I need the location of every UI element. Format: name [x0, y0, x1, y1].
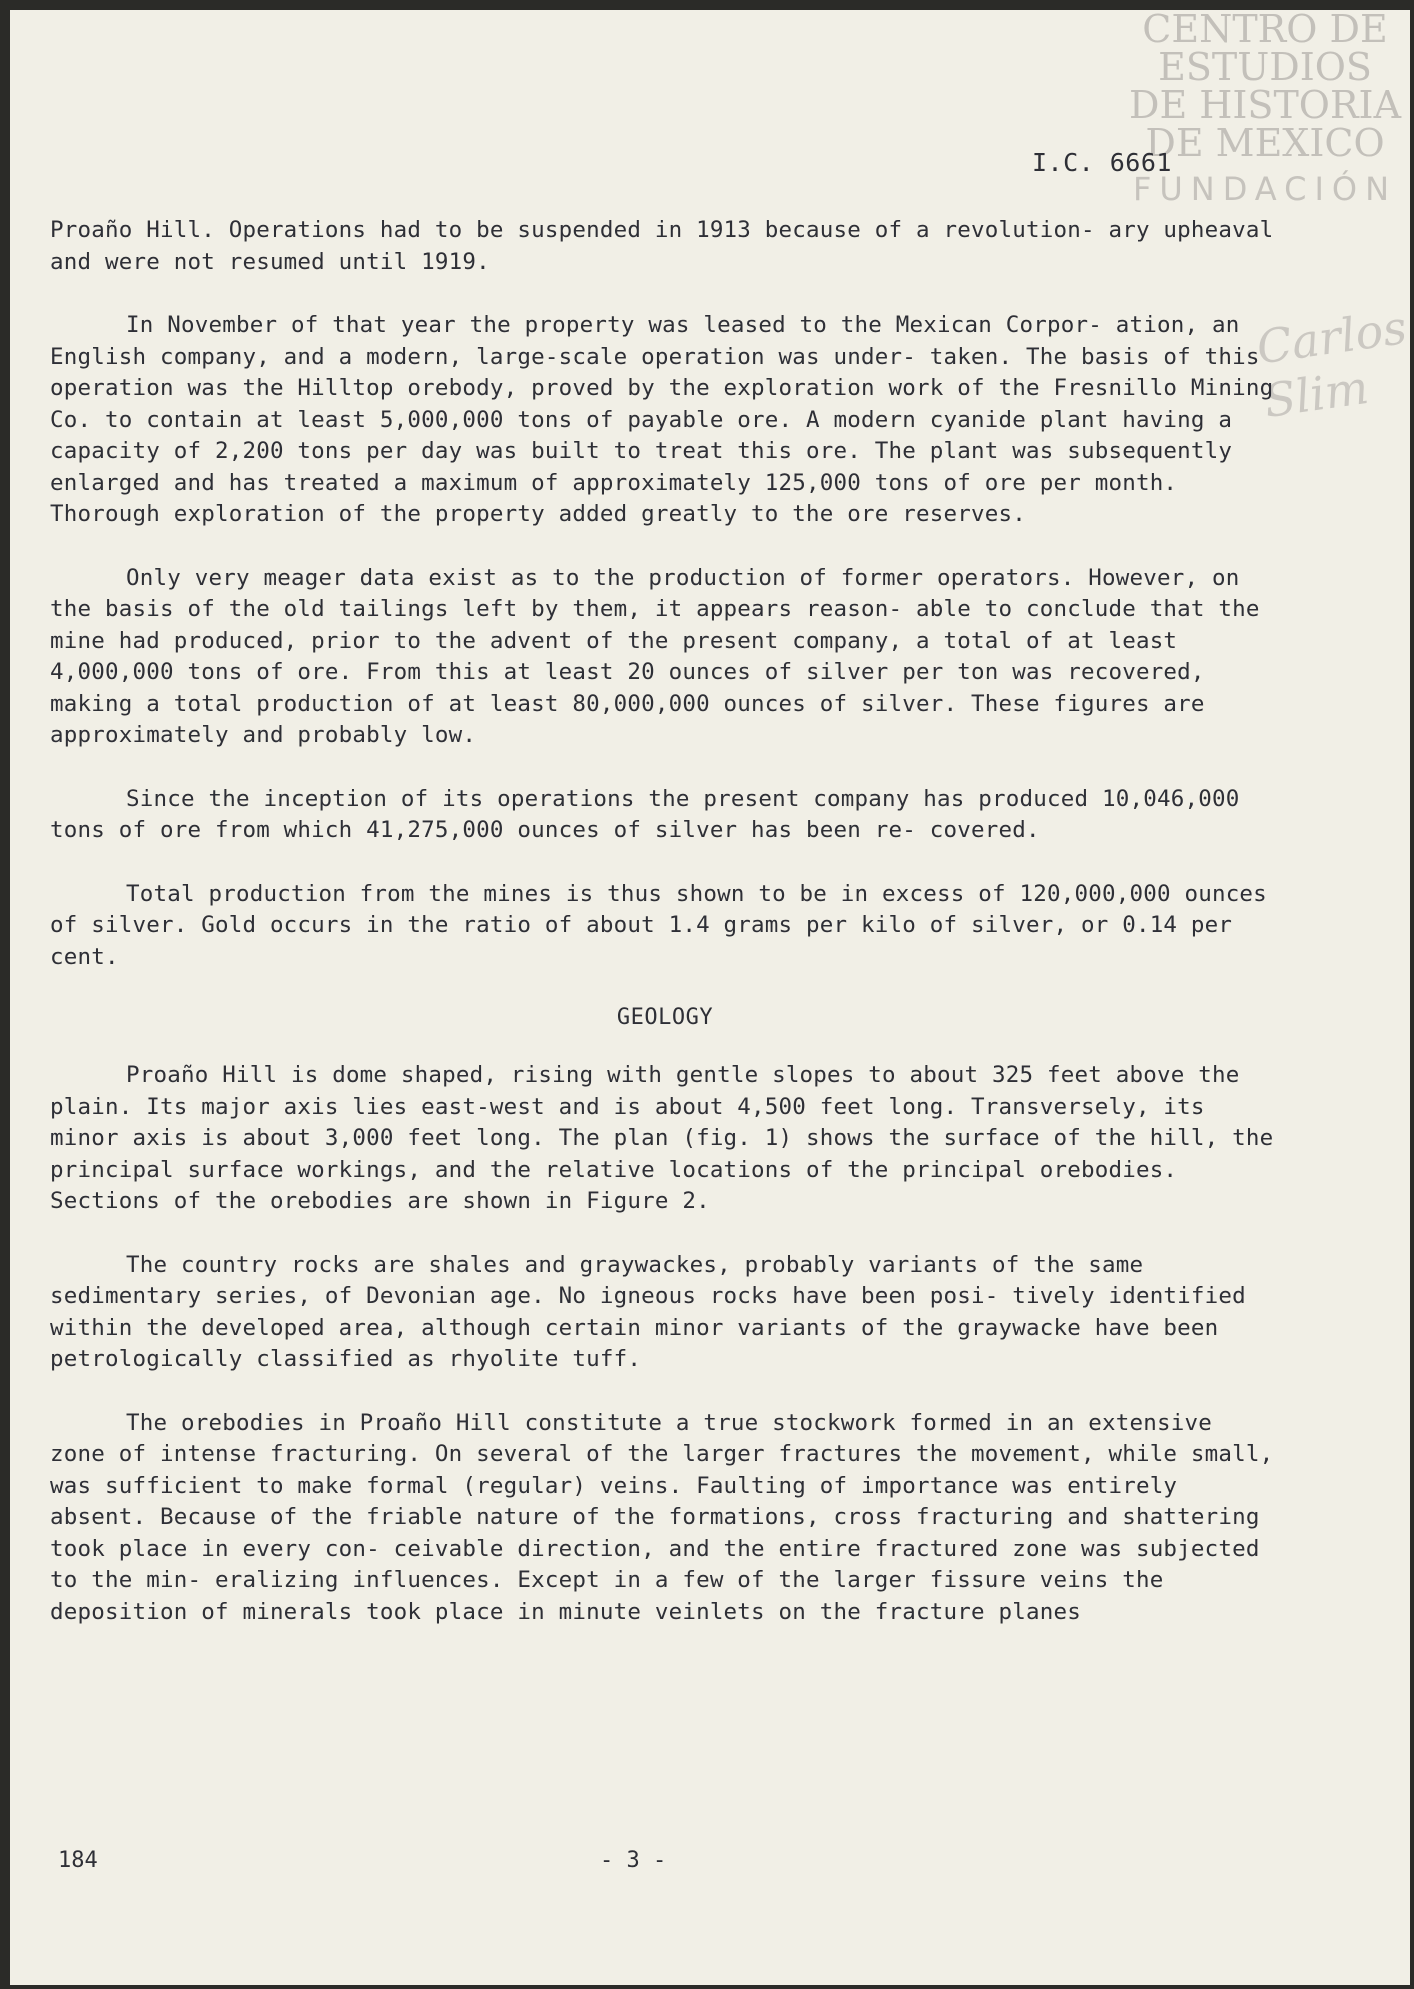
watermark-foundation: FUNDACIÓN: [1132, 170, 1398, 208]
footer-document-number: 184: [58, 1848, 98, 1873]
section-heading: GEOLOGY: [616, 1005, 714, 1030]
document-body: [50, 215, 1280, 1660]
watermark-signature: Carlos Slim: [1253, 300, 1410, 428]
page-number: - 3 -: [600, 1848, 667, 1873]
paragraph: Only very meager data exist as to the production of former operators. However, on the basis of the old tailings left by them, it appears reason- able to conclude that the mine had produced, prior to the advent of the present company, a total of at least 4,000,000 tons of ore. From this at least 20 ounces of silver per ton was recovered, making a total production of at least 80,000,000 ounces of silver. These figures are approximately and probably low.: [50, 564, 1260, 748]
paragraph: The country rocks are shales and graywackes, probably variants of the same sedimentary series, of Devonian age. No igneous rocks have been posi- tively identified within the developed area, although certain minor variants of the graywacke have been petrologically classified as rhyolite tuff.: [50, 1251, 1246, 1372]
paragraph: Proaño Hill. Operations had to be suspended in 1913 because of a revolution- ary upheaval and were not resumed until 1919.: [50, 217, 1274, 275]
watermark-line: ESTUDIOS: [1158, 45, 1372, 89]
paragraph: Total production from the mines is thus shown to be in excess of 120,000,000 ounces of silver. Gold occurs in the ratio of about 1.4 grams per kilo of silver, or 0.14 per cent.: [50, 880, 1267, 970]
watermark-line: CENTRO DE: [1142, 10, 1388, 51]
paragraph: The orebodies in Proaño Hill constitute a true stockwork formed in an extensive zone of intense fracturing. On several of the larger fractures the movement, while small, was sufficient to make formal (regular) veins. Faulting of importance was entirely absent. Because of the friable nature of the formations, cross fracturing and shattering took place in every con- ceivable direction, and the entire fractured zone was subjected to the min- eralizing influences. Except in a few of the larger fissure veins the deposition of minerals took place in minute veinlets on the fracture planes: [50, 1409, 1274, 1625]
paragraph: Since the inception of its operations the present company has produced 10,046,000 tons of ore from which 41,275,000 ounces of silver has been re- covered.: [50, 785, 1240, 843]
archive-watermark: [1120, 10, 1410, 208]
watermark-line: DE MEXICO: [1145, 121, 1385, 165]
paragraph: In November of that year the property was leased to the Mexican Corpor- ation, an English company, and a modern, large-scale operation was under- taken. The basis of this operation was the Hilltop orebody, proved by the exploration work of the Fresnillo Mining Co. to contain at least 5,000,000 tons of payable ore. A modern cyanide plant having a capacity of 2,200 tons per day was built to treat this ore. The plant was subsequently enlarged and has treated a maximum of approximately 125,000 tons of ore per month. Thorough exploration of the property added greatly to the ore reserves.: [50, 312, 1274, 527]
paragraph: Proaño Hill is dome shaped, rising with gentle slopes to about 325 feet above the plain. Its major axis lies east-west and is about 4,500 feet long. Transversely, its minor axis is about 3,000 feet long. The plan (fig. 1) shows the surface of the hill, the principal surface workings, and the relative locations of the principal orebodies. Sections of the orebodies are shown in Figure 2.: [50, 1062, 1274, 1214]
watermark-line: DE HISTORIA: [1128, 83, 1402, 127]
document-reference: I.C. 6661: [1032, 148, 1172, 177]
document-page: [10, 10, 1410, 1985]
